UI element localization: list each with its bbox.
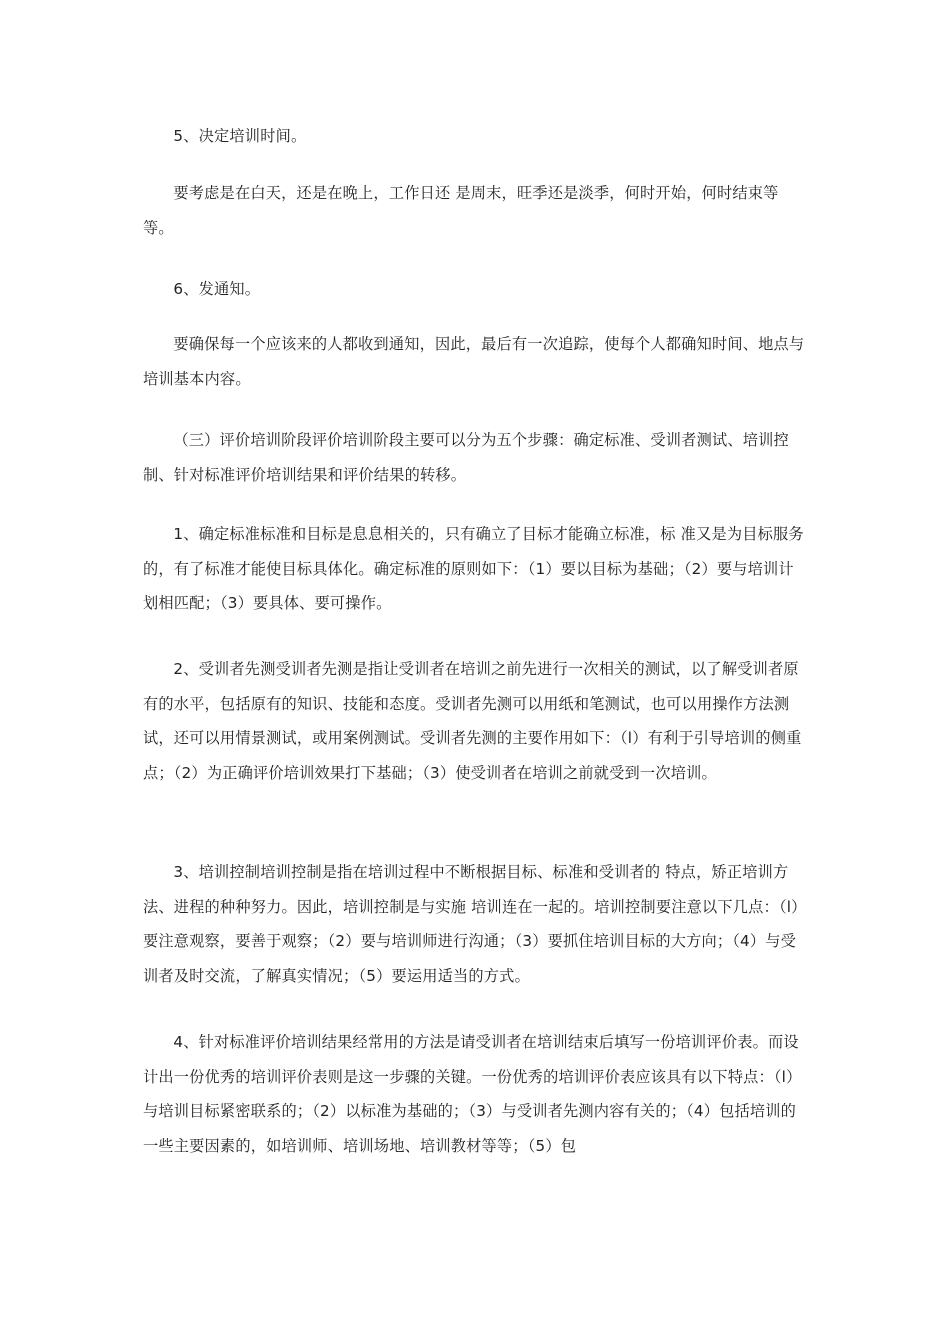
paragraph-determine-standards: 1、确定标准标准和目标是息息相关的，只有确立了目标才能确立标准，标 准又是为目标服务的，有了标准才能使目标具体化。确定标准的原则如下：（1）要以目标为基础；（2）要与培训计划相匹配；（3）要具体、要可操作。: [143, 525, 804, 613]
paragraph-evaluation-stage: （三）评价培训阶段评价培训阶段主要可以分为五个步骤：确定标准、受训者测试、培训控制、针对标准评价培训结果和评价结果的转移。: [143, 431, 789, 484]
paragraph-step-6-detail: 要确保每一个应该来的人都收到通知，因此，最后有一次追踪，使每个人都确知时间、地点与培训基本内容。: [143, 335, 805, 388]
heading-step-6: 6、发通知。: [173, 280, 261, 298]
paragraph-training-control: 3、培训控制培训控制是指在培训过程中不断根据目标、标准和受训者的 特点，矫正培训方法、进程的种种努力。因此，培训控制是与实施 培训连在一起的。培训控制要注意以下几点：（l）要注意观察，要善于观察；（2）要与培训师进行沟通；（3）要抓住培训目标的大方向；（4）与受训者及时交流，了解真实情况；（5）要运用适当的方式。: [143, 863, 807, 985]
paragraph-pretest: 2、受训者先测受训者先测是指让受训者在培训之前先进行一次相关的测试，以了解受训者原有的水平，包括原有的知识、技能和态度。受训者先测可以用纸和笔测试，也可以用操作方法测试，还可以用情景测试，或用案例测试。受训者先测的主要作用如下：（l）有利于引导培训的侧重点；（2）为正确评价培训效果打下基础；（3）使受训者在培训之前就受到一次培训。: [143, 660, 802, 782]
paragraph-step-5-detail: 要考虑是在白天，还是在晚上，工作日还 是周末，旺季还是淡季，何时开始，何时结束等等。: [143, 184, 779, 237]
paragraph-evaluate-results: 4、针对标准评价培训结果经常用的方法是请受训者在培训结束后填写一份培训评价表。而设计出一份优秀的培训评价表则是这一步骤的关键。一份优秀的培训评价表应该具有以下特点：（l）与培训目标紧密联系的；（2）以标准为基础的；（3）与受训者先测内容有关的；（4）包括培训的一些主要因素的，如培训师、培训场地、培训教材等等；（5）包: [143, 1033, 802, 1155]
heading-step-5: 5、决定培训时间。: [173, 127, 307, 145]
